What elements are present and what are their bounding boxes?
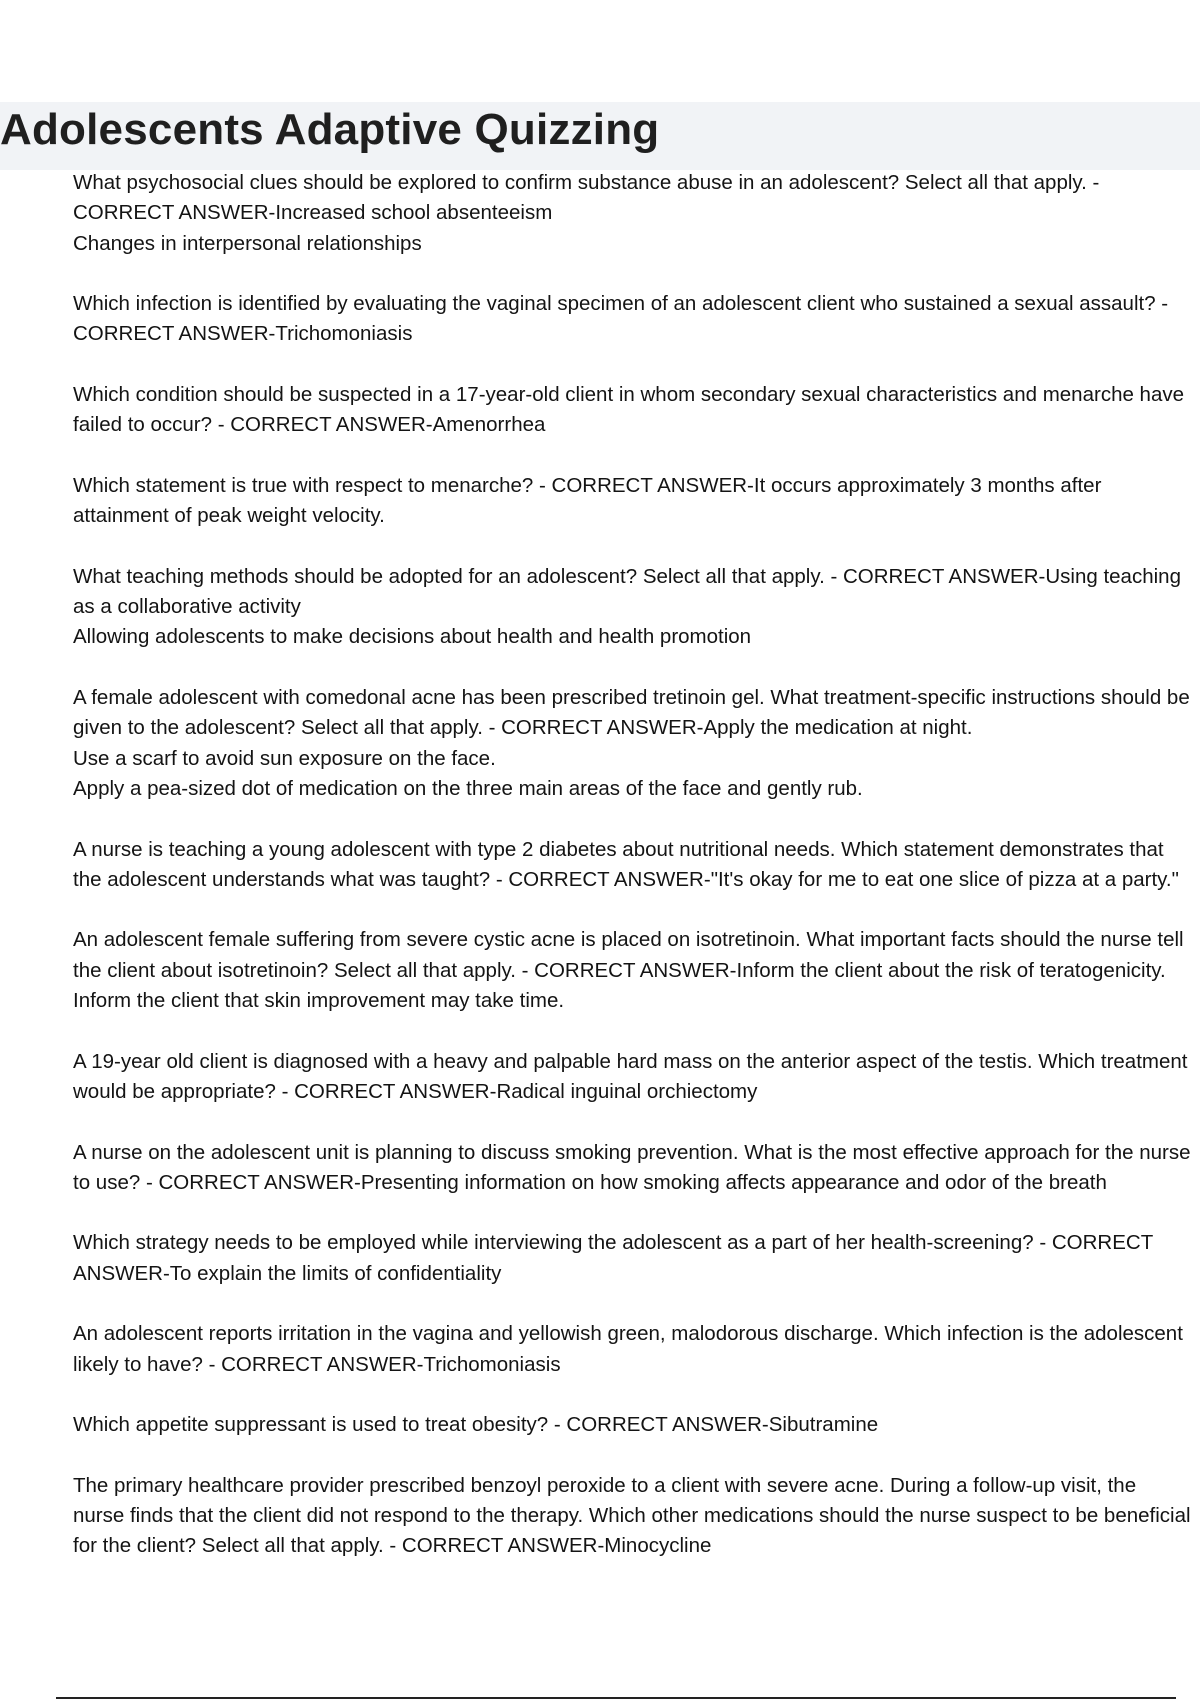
page-title: Adolescents Adaptive Quizzing <box>0 105 660 154</box>
question-text: An adolescent female suffering from severe cystic acne is placed on isotretinoin. What important facts should the nurse tell the client about isotretinoin? Select all that apply. - CORRECT ANSWER-Inform the client about the risk of teratogenicity. <box>73 928 1190 982</box>
qa-item <box>73 1047 1193 1108</box>
qa-item <box>73 835 1193 896</box>
question-text: A nurse on the adolescent unit is planning to discuss smoking prevention. What is the most effective approach for the nurse to use? - CORRECT ANSWER-Presenting information on how smoking affects appearance and odor of the breath <box>73 1140 1197 1194</box>
question-text: A female adolescent with comedonal acne has been prescribed tretinoin gel. What treatment-specific instructions should be given to the adolescent? Select all that apply. - CORRECT ANSWER-Apply the medication at night. <box>73 686 1196 740</box>
qa-item <box>73 289 1193 350</box>
qa-item <box>73 168 1193 259</box>
additional-answer: Allowing adolescents to make decisions about health and health promotion <box>73 625 752 649</box>
qa-item <box>73 1410 1193 1440</box>
qa-item <box>73 1471 1197 1562</box>
question-text: The primary healthcare provider prescribed benzoyl peroxide to a client with severe acne. During a follow-up visit, the nurse finds that the client did not respond to the therapy. Which other medications should the nurse suspect to be beneficial for the client? Select all that apply. - CORRECT ANSWER-Minocycline <box>73 1473 1197 1558</box>
bottom-divider <box>56 1697 1176 1699</box>
qa-item <box>73 925 1193 1016</box>
question-text: Which condition should be suspected in a 17-year-old client in whom secondary sexual characteristics and menarche have failed to occur? - CORRECT ANSWER-Amenorrhea <box>73 383 1190 437</box>
additional-answer: Changes in interpersonal relationships <box>73 231 422 255</box>
qa-item <box>73 683 1196 804</box>
qa-item <box>73 380 1193 441</box>
qa-item <box>73 1138 1197 1199</box>
question-text: Which statement is true with respect to menarche? - CORRECT ANSWER-It occurs approximately 3 months after attainment of peak weight velocity. <box>73 473 1108 528</box>
question-text: What psychosocial clues should be explored to confirm substance abuse in an adolescent? Select all that apply. - CORRECT ANSWER-Increased school absenteeism <box>73 171 1106 225</box>
question-text: Which appetite suppressant is used to treat obesity? - CORRECT ANSWER-Sibutramine <box>73 1413 879 1437</box>
question-list <box>73 168 1197 1592</box>
question-text: A 19-year old client is diagnosed with a heavy and palpable hard mass on the anterior aspect of the testis. Which treatment would be appropriate? - CORRECT ANSWER-Radical inguinal orchiectomy <box>73 1049 1194 1103</box>
qa-item <box>73 1228 1193 1289</box>
question-text: Which strategy needs to be employed while interviewing the adolescent as a part of her health-screening? - CORRECT ANSWER-To explain the limits of confidentiality <box>73 1231 1158 1285</box>
question-text: What teaching methods should be adopted for an adolescent? Select all that apply. - CORRECT ANSWER-Using teaching as a collaborative activity <box>73 564 1187 619</box>
additional-answer: Apply a pea-sized dot of medication on the three main areas of the face and gently rub. <box>73 776 863 800</box>
qa-item <box>73 562 1193 653</box>
question-text: A nurse is teaching a young adolescent with type 2 diabetes about nutritional needs. Which statement demonstrates that the adolescent understands what was taught? - CORRECT ANSWER-"It's okay for me to eat one slice of pizza at a party." <box>73 837 1179 891</box>
additional-answer: Use a scarf to avoid sun exposure on the face. <box>73 746 496 770</box>
additional-answer: Inform the client that skin improvement may take time. <box>73 989 565 1013</box>
qa-item <box>73 1319 1193 1380</box>
question-text: Which infection is identified by evaluating the vaginal specimen of an adolescent client who sustained a sexual assault? - CORRECT ANSWER-Trichomoniasis <box>73 292 1174 346</box>
question-text: An adolescent reports irritation in the vagina and yellowish green, malodorous discharge. Which infection is the adolescent likely to have? - CORRECT ANSWER-Trichomoniasis <box>73 1322 1189 1376</box>
qa-item <box>73 471 1193 532</box>
